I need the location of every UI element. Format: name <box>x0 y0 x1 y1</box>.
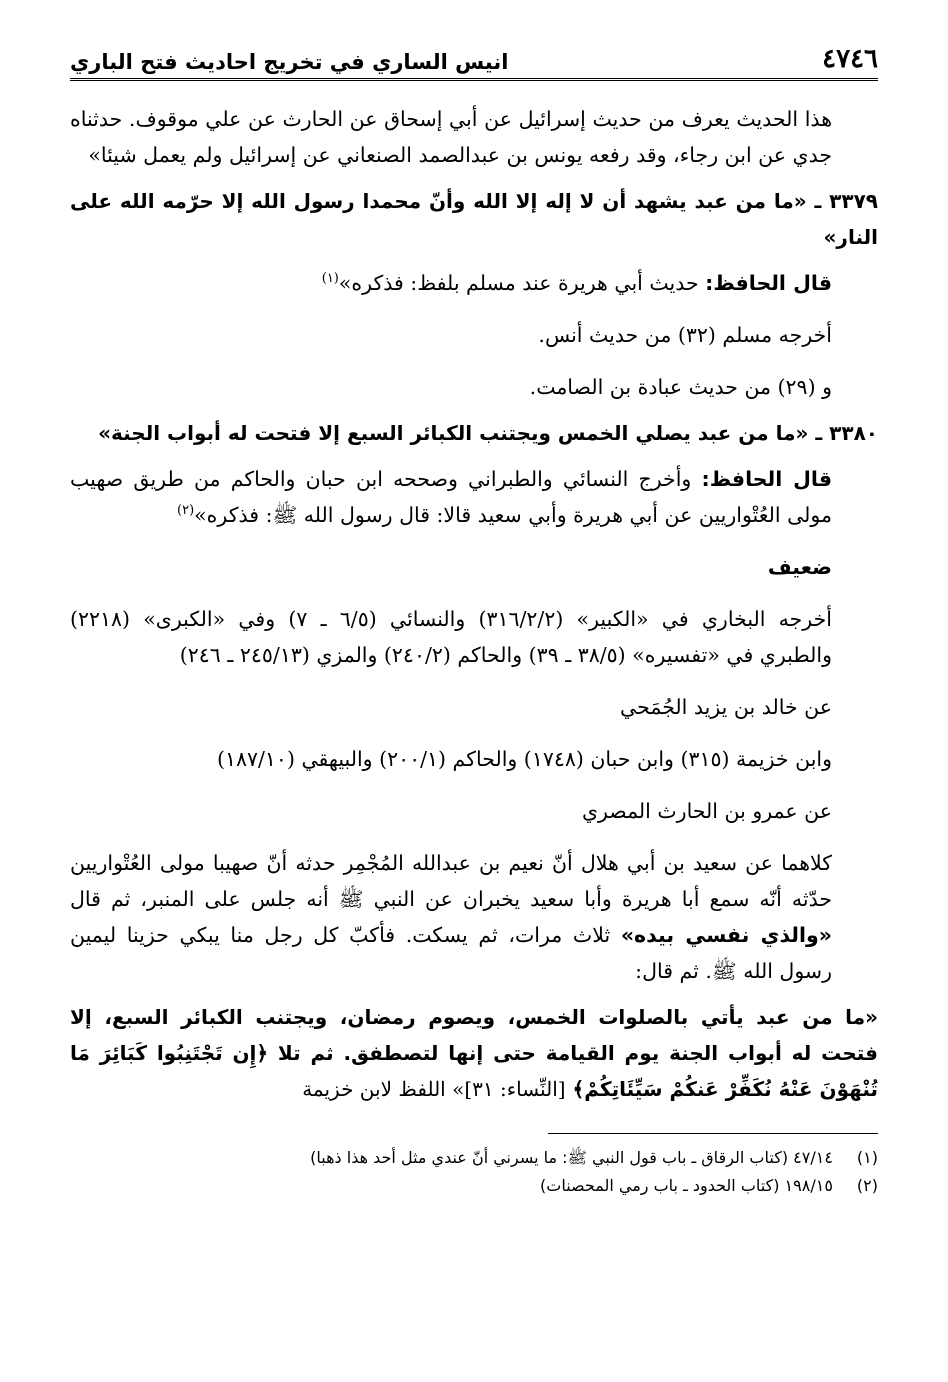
hadith-heading-3380: ٣٣٨٠ ـ «ما من عبد يصلي الخمس ويجتنب الكبائر السبع إلا فتحت له أبواب الجنة» <box>98 421 878 445</box>
paragraph: عن عمرو بن الحارث المصري <box>581 799 832 823</box>
quoted-phrase: «والذي نفسي بيده» <box>620 923 832 947</box>
paragraph-text: ثلاث مرات، ثم يسكت. فأكبّ كل رجل منا يبكي حزينا ليمين رسول الله ﷺ. ثم قال: <box>70 923 832 983</box>
footnote-number: (١) <box>856 1148 878 1167</box>
hadith-heading-3379: ٣٣٧٩ ـ «ما من عبد يشهد أن لا إله إلا الله وأنّ محمدا رسول الله إلا حرّمه الله على النار» <box>70 189 878 249</box>
footnote-text: ٤٧/١٤ (كتاب الرقاق ـ باب قول النبي ﷺ: ما يسرني أنّ عندي مثل أحد هذا ذهبا) <box>310 1148 833 1167</box>
footnote-number: (٢) <box>856 1176 878 1195</box>
quote-reference: [النِّساء: ٣١]» اللفظ لابن خزيمة <box>302 1077 566 1101</box>
footnote-ref: (٢) <box>177 503 195 519</box>
paragraph: عن خالد بن يزيد الجُمَحي <box>620 695 832 719</box>
footnote-ref: (١) <box>321 271 339 287</box>
footnote <box>70 1172 878 1200</box>
page-number: ٤٧٤٦ <box>822 44 878 74</box>
paragraph <box>70 265 878 301</box>
paragraph: أخرجه مسلم (٣٢) من حديث أنس. <box>538 323 832 347</box>
hadith-quote <box>70 999 878 1107</box>
hafiz-label: قال الحافظ: <box>705 271 832 295</box>
footnotes <box>70 1144 878 1200</box>
book-title: انيس الساري في تخريج احاديث فتح الباري <box>70 50 509 74</box>
book-page <box>70 30 878 1200</box>
footnote-text: ١٩٨/١٥ (كتاب الحدود ـ باب رمي المحصنات) <box>540 1176 833 1195</box>
paragraph: أخرجه البخاري في «الكبير» (٣١٦/٢/٢) والنسائي (٦/٥ ـ ٧) وفي «الكبرى» (٢٢١٨) والطبري في «تفسيره» (٣٨/٥ ـ ٣٩) والحاكم (٢٤٠/٢) والمزي (٢٤٥/١٣ ـ ٢٤٦) <box>70 607 832 667</box>
paragraph-text: وأخرج النسائي والطبراني وصححه ابن حبان والحاكم من طريق صهيب مولى العُتْواريين عن أبي هريرة وأبي سعيد قالا: قال رسول الله ﷺ: فذكره» <box>70 467 832 527</box>
hafiz-label: قال الحافظ: <box>701 467 832 491</box>
paragraph: وابن خزيمة (٣١٥) وابن حبان (١٧٤٨) والحاكم (٢٠٠/١) والبيهقي (١٨٧/١٠) <box>216 747 832 771</box>
footnote <box>70 1144 878 1172</box>
grading-label: ضعيف <box>767 555 832 579</box>
paragraph-text: حديث أبي هريرة عند مسلم بلفظ: فذكره» <box>338 271 699 295</box>
paragraph: هذا الحديث يعرف من حديث إسرائيل عن أبي إسحاق عن الحارث عن علي موقوف. حدثناه جدي عن ابن رجاء، وقد رفعه يونس بن عبدالصمد الصنعاني عن إسرائيل ولم يعمل شيئا» <box>70 107 832 167</box>
hadith-text: «ما من عبد يأتي بالصلوات الخمس، ويصوم رمضان، ويجتنب الكبائر السبع، إلا فتحت له أبواب الجنة يوم القيامة حتى إنها لتصطفق. ثم تلا ﴿إِن تَجْتَنِبُوا كَبَائِرَ مَا تُنْهَوْنَ عَنْهُ نُكَفِّرْ عَنكُمْ سَيِّئَاتِكُمْ﴾ <box>70 1005 878 1101</box>
paragraph <box>70 845 878 989</box>
paragraph: و (٢٩) من حديث عبادة بن الصامت. <box>529 375 832 399</box>
page-body <box>70 101 878 1107</box>
footnote-divider <box>548 1133 878 1134</box>
paragraph <box>70 461 878 533</box>
page-header <box>70 30 878 81</box>
paragraph-text: كلاهما عن سعيد بن أبي هلال أنّ نعيم بن عبدالله المُجْمِر حدثه أنّ صهيبا مولى العُتْواريين حدّثه أنّه سمع أبا هريرة وأبا سعيد يخبران عن النبي ﷺ أنه جلس على المنبر، ثم قال <box>70 851 832 911</box>
